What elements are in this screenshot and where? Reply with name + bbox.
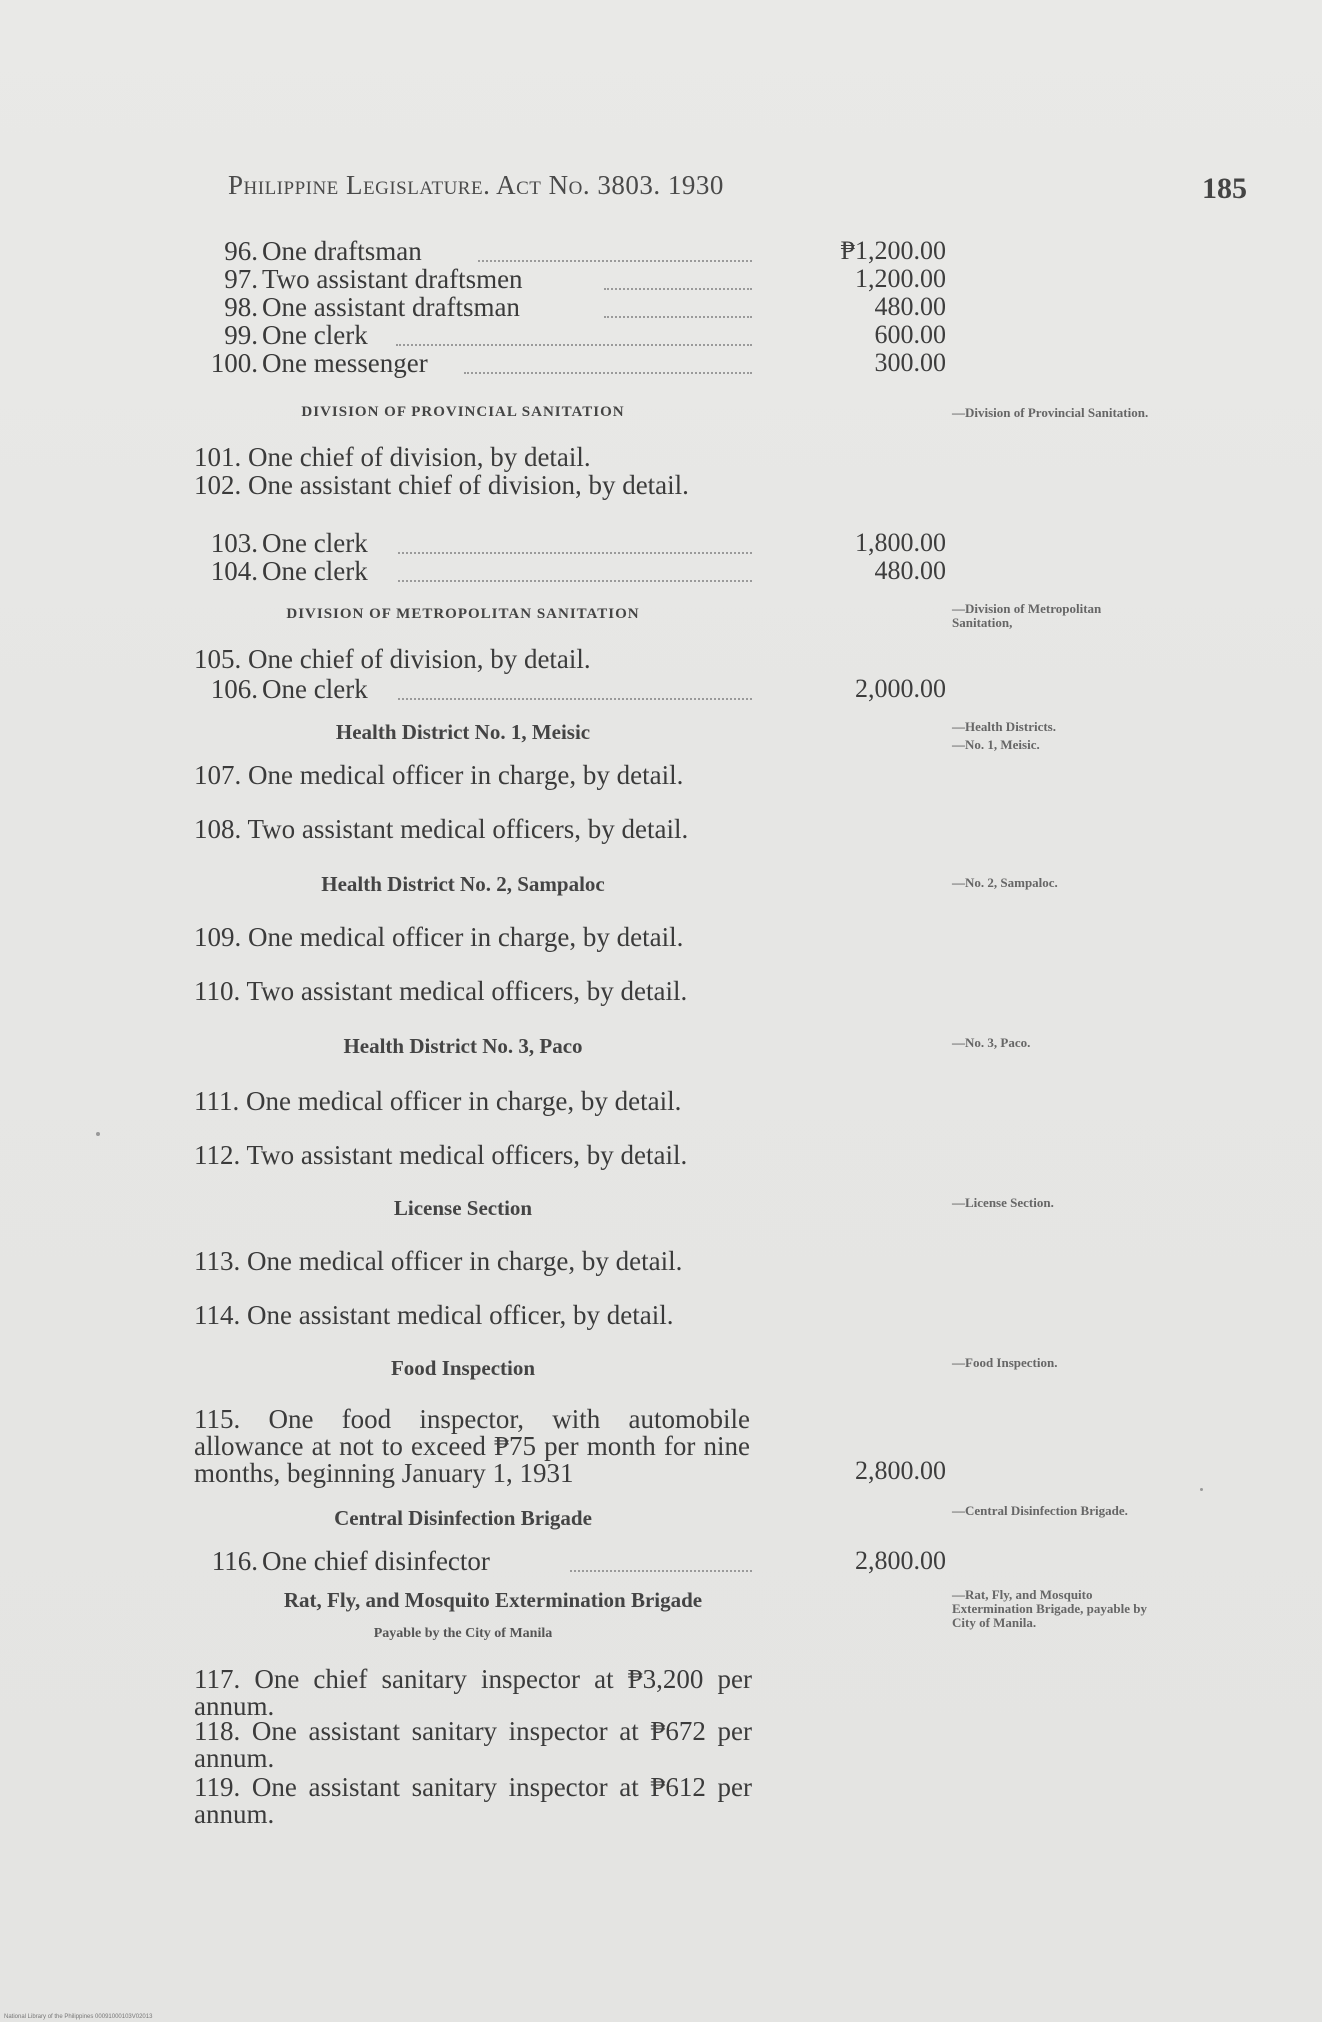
running-header: Philippine Legislature. Act No. 3803. 1930 (228, 170, 724, 200)
paragraph-117: 117. One chief sanitary inspector at ₱3,200 per annum. (194, 1664, 752, 1721)
margin-note-metropolitan: —Division of Metropolitan Sanitation, (952, 601, 1102, 630)
section-heading-district-3: Health District No. 3, Paco (343, 1034, 583, 1058)
margin-note-district-2: —No. 2, Sampaloc. (952, 875, 1058, 890)
margin-note-district-3: —No. 3, Paco. (952, 1035, 1031, 1050)
leader-dots (570, 1570, 752, 1572)
leader-dots (396, 344, 752, 346)
section-subheading-payable: Payable by the City of Manila (373, 1626, 553, 1641)
section-heading-provincial: DIVISION OF PROVINCIAL SANITATION (301, 404, 625, 420)
margin-note-food: —Food Inspection. (952, 1355, 1058, 1370)
paragraph-115: 115. One food inspector, with automobile allowance at not to exceed ₱75 per month for nine months, beginning January 1, 1931 (194, 1404, 750, 1488)
margin-note-provincial: —Division of Provincial Sanitation. (952, 405, 1149, 420)
section-heading-extermination: Rat, Fly, and Mosquito Extermination Brigade (283, 1588, 703, 1612)
section-heading-license: License Section (393, 1196, 533, 1220)
paragraph-102: 102. One assistant chief of division, by detail. (194, 470, 689, 500)
margin-note-district-1: —No. 1, Meisic. (952, 737, 1040, 752)
paragraph-109: 109. One medical officer in charge, by detail. (194, 922, 684, 952)
section-heading-district-2: Health District No. 2, Sampaloc (321, 872, 605, 896)
paragraph-114: 114. One assistant medical officer, by detail. (194, 1300, 674, 1330)
paragraph-113: 113. One medical officer in charge, by detail. (194, 1246, 683, 1276)
leader-dots (464, 372, 752, 374)
page-speck (96, 1132, 100, 1136)
document-page: Philippine Legislature. Act No. 3803. 1930 185 96. One draftsman ₱1,200.00 97. Two assistant draftsmen 1,200.00 98. One assistant draftsman 480.00 99. One clerk 600.00 100. One messenger 300.00 DIVISION OF PROVINCIAL SANITATION —Division of Provincial Sanitation. 101. One chief of division, by detail. 102. One assistant chief of division, by detail. 103. One clerk 1,800.00 104. One clerk 480.00 DIVISION OF METROPOLITAN SANITATION —Division of Metropolitan Sanitation, 105. One chief of division, by detail. 106. One clerk 2,000.00 Health District No. 1, Meisic —Health Districts. —No. 1, Meisic. 107. One medical officer in charge, by detail. 108. Two assistant medical officers, by detail. Health District No. 2, Sampaloc —No. 2, Sampaloc. 109. One medical officer in charge, by detail. 110. Two assistant medical officers, by detail. Health District No. 3, Paco —No. 3, Paco. 111. One medical officer in charge, by detail. 112. Two assistant medical officers, by detail. License Section —License Section. 113. One medical officer in charge, by detail. 114. One assistant medical officer, by detail. Food Inspection —Food Inspection. 115. One food inspector, with automobile allowance at not to exceed ₱75 per month for nine months, beginning January 1, 1931 2,800.00 Central Disinfection Brigade —Central Disinfection Brigade. 116. One chief disinfector 2,800.00 Rat, Fly, and Mosquito Extermination Brigade Payable by the City of Manila —Rat, Fly, and Mosquito Extermination Brigade, payable by City of Manila. 117. One chief sanitary inspector at ₱3,200 per annum. 118. One assistant sanitary inspector at ₱672 per annum. 119. One assistant sanitary inspector at ₱612 per annum. National Library of the Philippines 00091000103V02013 (0, 0, 1322, 2022)
leader-dots (398, 580, 752, 582)
margin-note-health-districts: —Health Districts. (952, 719, 1056, 734)
paragraph-112: 112. Two assistant medical officers, by detail. (194, 1140, 688, 1170)
margin-note-extermination: —Rat, Fly, and Mosquito Extermination Brigade, payable by City of Manila. (952, 1587, 1148, 1630)
section-heading-district-1: Health District No. 1, Meisic (335, 720, 591, 744)
leader-dots (398, 552, 752, 554)
section-heading-food: Food Inspection (390, 1356, 536, 1380)
paragraph-101: 101. One chief of division, by detail. (194, 442, 591, 472)
archive-footer: National Library of the Philippines 00091000103V02013 (4, 2014, 153, 2020)
paragraph-110: 110. Two assistant medical officers, by detail. (194, 976, 688, 1006)
leader-dots (478, 260, 752, 262)
paragraph-108: 108. Two assistant medical officers, by detail. (194, 814, 689, 844)
margin-note-disinfection: —Central Disinfection Brigade. (952, 1503, 1128, 1518)
amount-115: 2,800.00 (855, 1456, 946, 1485)
margin-note-license: —License Section. (952, 1195, 1054, 1210)
section-heading-disinfection: Central Disinfection Brigade (334, 1506, 592, 1530)
paragraph-119: 119. One assistant sanitary inspector at ₱612 per annum. (194, 1772, 752, 1829)
paragraph-111: 111. One medical officer in charge, by detail. (194, 1086, 682, 1116)
section-heading-metropolitan: DIVISION OF METROPOLITAN SANITATION (286, 606, 640, 622)
paragraph-118: 118. One assistant sanitary inspector at ₱672 per annum. (194, 1716, 752, 1773)
page-speck (1200, 1488, 1203, 1491)
leader-dots (398, 698, 752, 700)
paragraph-105: 105. One chief of division, by detail. (194, 644, 591, 674)
paragraph-107: 107. One medical officer in charge, by detail. (194, 760, 684, 790)
leader-dots (604, 288, 752, 290)
page-number: 185 (1202, 172, 1247, 205)
leader-dots (604, 316, 752, 318)
